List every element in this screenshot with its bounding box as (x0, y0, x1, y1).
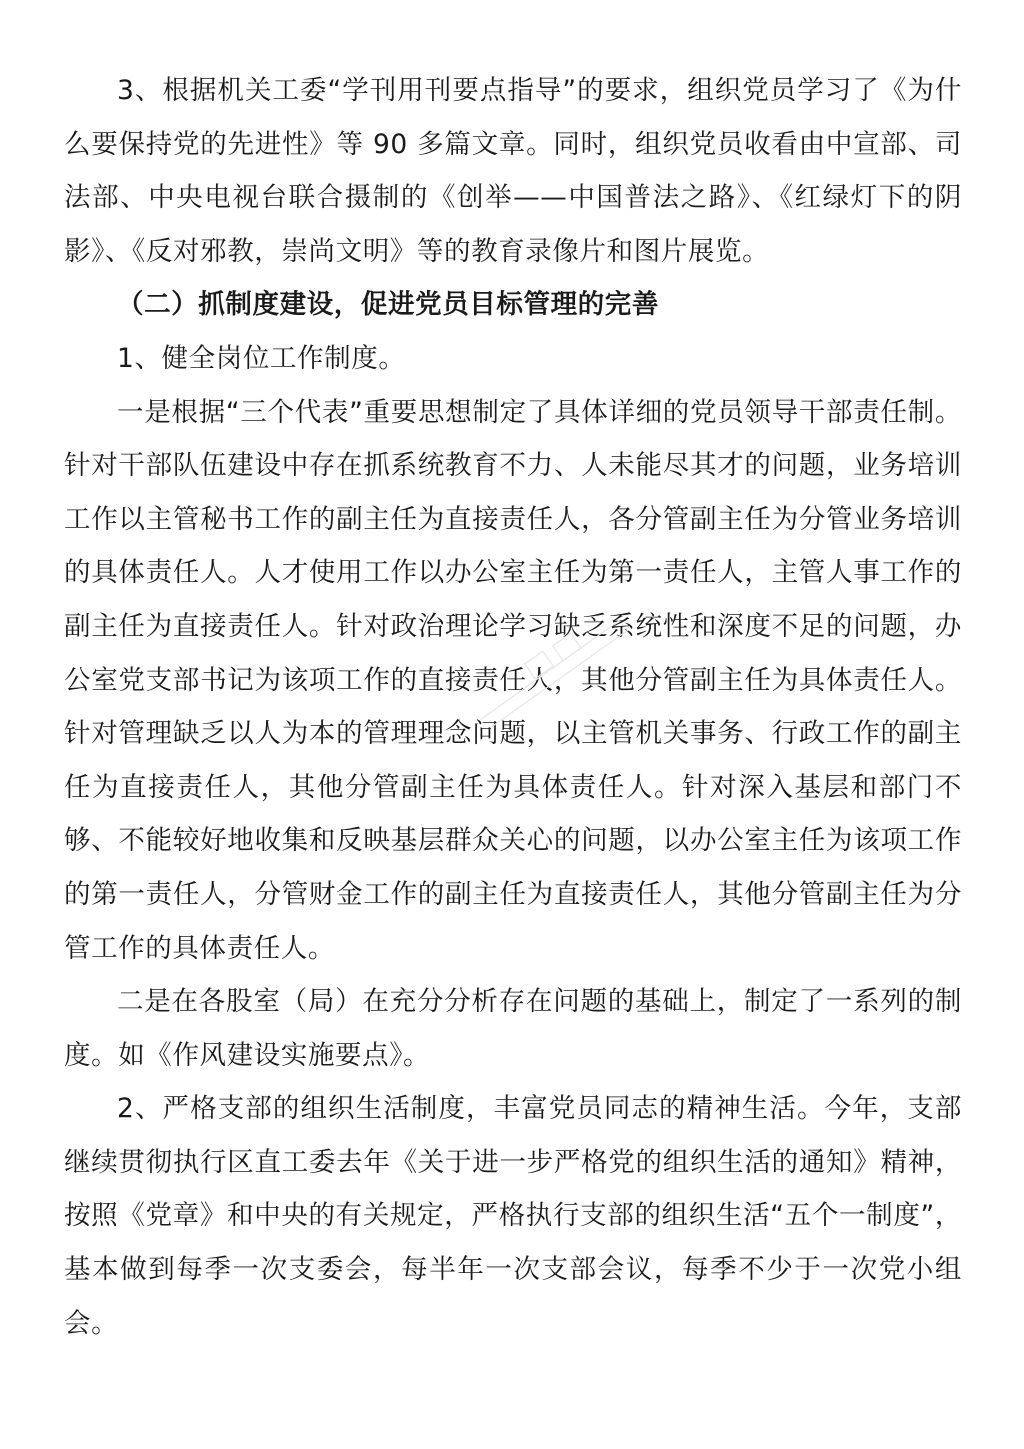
section-heading: （二）抓制度建设，促进党员目标管理的完善 (117, 289, 659, 321)
subheading-job-system: 1、健全岗位工作制度。 (117, 342, 406, 374)
paragraph-responsibility-system: 一是根据“三个代表”重要思想制定了具体详细的党员领导干部责任制。针对干部队伍建设中存在抓系统教育不力、人未能尽其才的问题，业务培训工作以主管秘书工作的副主任为直接责任人，各分管副主任为分管业务培训的具体责任人。人才使用工作以办公室主任为第一责任人，主管人事工作的副主任为直接责任人。针对政治理论学习缺乏系统性和深度不足的问题，办公室党支部书记为该项工作的直接责任人，其他分管副主任为具体责任人。针对管理缺乏以人为本的管理理念问题，以主管机关事务、行政工作的副主任为直接责任人，其他分管副主任为具体责任人。针对深入基层和部门不够、不能较好地收集和反映基层群众关心的问题，以办公室主任为该项工作的第一责任人，分管财金工作的副主任为直接责任人，其他分管副主任为分管工作的具体责任人。 (64, 396, 962, 964)
paragraph-organization-life: 2、严格支部的组织生活制度，丰富党员同志的精神生活。今年，支部继续贯彻执行区直工委去年《关于进一步严格党的组织生活的通知》精神，按照《党章》和中央的有关规定，严格执行支部的组织生活“五个一制度”，基本做到每季一次支委会，每半年一次支部会议，每季不少于一次党小组会。 (64, 1093, 962, 1339)
paragraph-office-rules: 二是在各股室（局）在充分分析存在问题的基础上，制定了一系列的制度。如《作风建设实施要点》。 (64, 986, 962, 1071)
document-body (64, 64, 962, 1350)
paragraph-study-articles: 3、根据机关工委“学刊用刊要点指导”的要求，组织党员学习了《为什么要保持党的先进性》等 90 多篇文章。同时，组织党员收看由中宣部、司法部、中央电视台联合摄制的《创举——中国普法之路》、《红绿灯下的阴影》、《反对邪教，崇尚文明》等的教育录像片和图片展览。 (64, 75, 962, 267)
